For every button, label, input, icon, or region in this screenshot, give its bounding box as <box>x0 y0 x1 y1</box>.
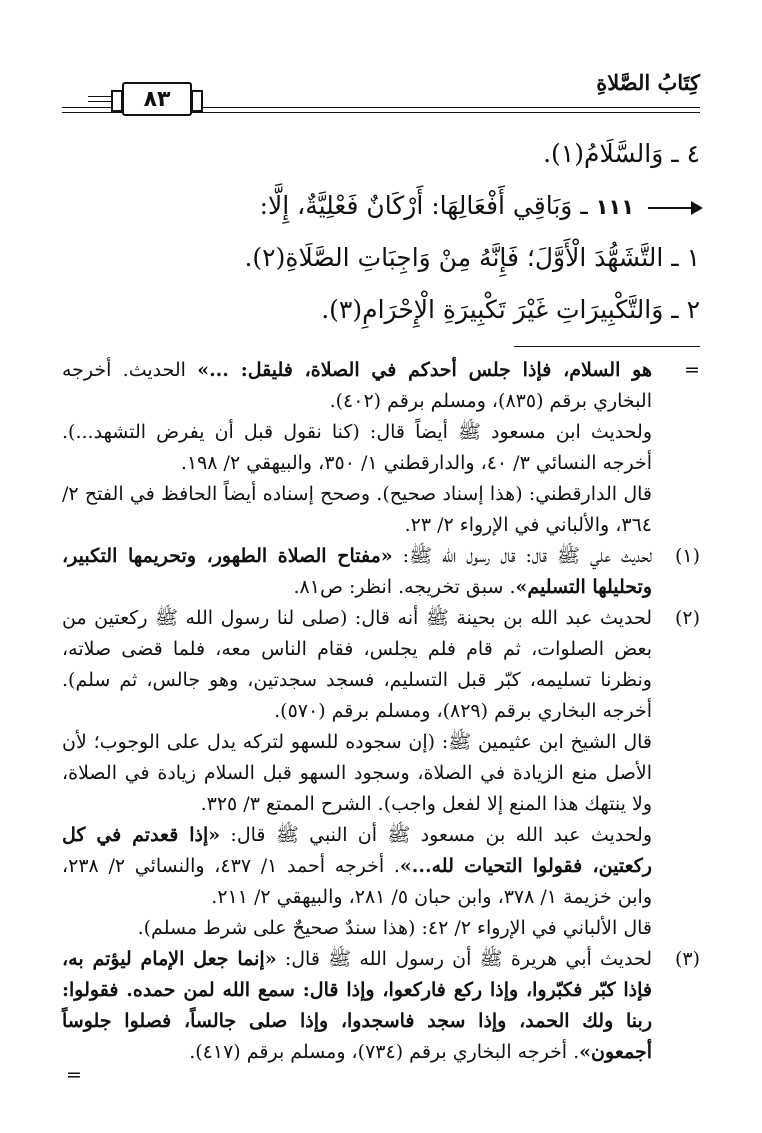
item-number: ١ ـ <box>671 243 700 272</box>
footnote-marker: (٣) <box>674 948 700 970</box>
item-number: ٤ ـ <box>671 139 700 168</box>
footnote-marker: (١) <box>674 545 700 567</box>
footnote-paragraph: قال الدارقطني: (هذا إسناد صحيح). وصحح إسناده أيضاً الحافظ في الفتح ٢/ ٣٦٤، والألباني في الإرواء ٢/ ٢٣. <box>62 483 652 536</box>
section-text: ـ وَبَاقِي أَفْعَالِهَا: أَرْكَانٌ فَعْلِيَّةٌ، إِلَّا: <box>259 191 588 220</box>
footnote-paragraph: ولحديث ابن مسعود ﷺ أيضاً قال: (كنا نقول قبل أن يفرض التشهد...). أخرجه النسائي ٣/ ٤٠، والدارقطني ١/ ٣٥٠، والبيهقي ٢/ ١٩٨. <box>62 421 652 474</box>
footnote-paragraph: لحديث عبد الله بن بحينة ﷺ أنه قال: (صلى لنا رسول الله ﷺ ركعتين من بعض الصلوات، ثم قام فلم يجلس، فقام الناس معه، فلما قضى صلاته، ونظرنا تسليمه، كبّر قبل التسليم، فسجد سجدتين، وهو جالس، ثم سلم). أخرجه البخاري برقم (٨٢٩)، ومسلم برقم (٥٧٠). <box>62 607 652 722</box>
section-arrow-icon <box>648 207 700 209</box>
section-number: ١١١ <box>595 195 635 219</box>
footnote-paragraph: لحديث علي ﷺ قال: قال رسول الله ﷺ: «مفتاح الصلاة الطهور، وتحريمها التكبير، وتحليلها التسليم». سبق تخريجه. انظر: ص٨١. <box>62 545 652 598</box>
item-text: وَالسَّلَامُ(١). <box>543 139 664 168</box>
footnote-continuation <box>62 355 700 541</box>
item-number: ٢ ـ <box>671 295 700 324</box>
footnote-separator <box>514 346 700 347</box>
section-heading <box>62 190 700 221</box>
footnote-paragraph: قال الألباني في الإرواء ٢/ ٤٢: (هذا سندٌ صحيحٌ على شرط مسلم). <box>137 917 652 939</box>
continuation-mark: = <box>66 1064 82 1086</box>
item-text: التَّشَهُّدَ الْأَوَّلَ؛ فَإِنَّهُ مِنْ وَاجِبَاتِ الصَّلَاةِ(٢). <box>244 243 664 272</box>
item-text: وَالتَّكْبِيرَاتِ غَيْرَ تَكْبِيرَةِ الْإِحْرَامِ(٣). <box>321 295 664 324</box>
page-number: ٨٣ <box>143 86 171 112</box>
footnote-2 <box>62 603 700 944</box>
footnote-paragraph: لحديث أبي هريرة ﷺ أن رسول الله ﷺ قال: «إنما جعل الإمام ليؤتم به، فإذا كبّر فكبّروا، وإذا ركع فاركعوا، وإذا قال: سمع الله لمن حمده. فقولوا: ربنا ولك الحمد، وإذا سجد فاسجدوا، وإذا صلى جالساً، فصلوا جلوساً أجمعون». أخرجه البخاري برقم (٧٣٤)، ومسلم برقم (٤١٧). <box>62 948 652 1063</box>
footnote-3 <box>62 944 700 1068</box>
footnote-paragraph: قال الشيخ ابن عثيمين ﷺ: (إن سجوده للسهو لتركه يدل على الوجوب؛ لأن الأصل منع الزيادة في الصلاة، وسجود السهو قبل السلام زيادة في الصلاة، ولا ينتهك هذا المنع إلا لفعل واجب). الشرح الممتع ٣/ ٣٢٥. <box>62 731 652 815</box>
main-line-4 <box>62 138 700 169</box>
footnote-paragraph: ولحديث عبد الله بن مسعود ﷺ أن النبي ﷺ قال: «إذا قعدتم في كل ركعتين، فقولوا التحيات لله...». أخرجه أحمد ١/ ٤٣٧، والنسائي ٢/ ٢٣٨، وابن خزيمة ١/ ٣٧٨، وابن حبان ٥/ ٢٨١، والبيهقي ٢/ ٢١١. <box>62 824 652 908</box>
footnote-marker: (٢) <box>674 607 700 629</box>
footnote-paragraph: هو السلام، فإذا جلس أحدكم في الصلاة، فليقل: ...» الحديث. أخرجه البخاري برقم (٨٣٥)، ومسلم برقم (٤٠٢). <box>62 359 652 412</box>
main-line-2 <box>62 294 700 325</box>
footnotes <box>62 355 700 1068</box>
page-number-badge <box>122 82 192 116</box>
footnote-1 <box>62 541 700 603</box>
main-line-1 <box>62 242 700 273</box>
running-header-title: كِتَابُ الصَّلاةِ <box>596 70 700 95</box>
footnote-marker: = <box>684 359 700 381</box>
